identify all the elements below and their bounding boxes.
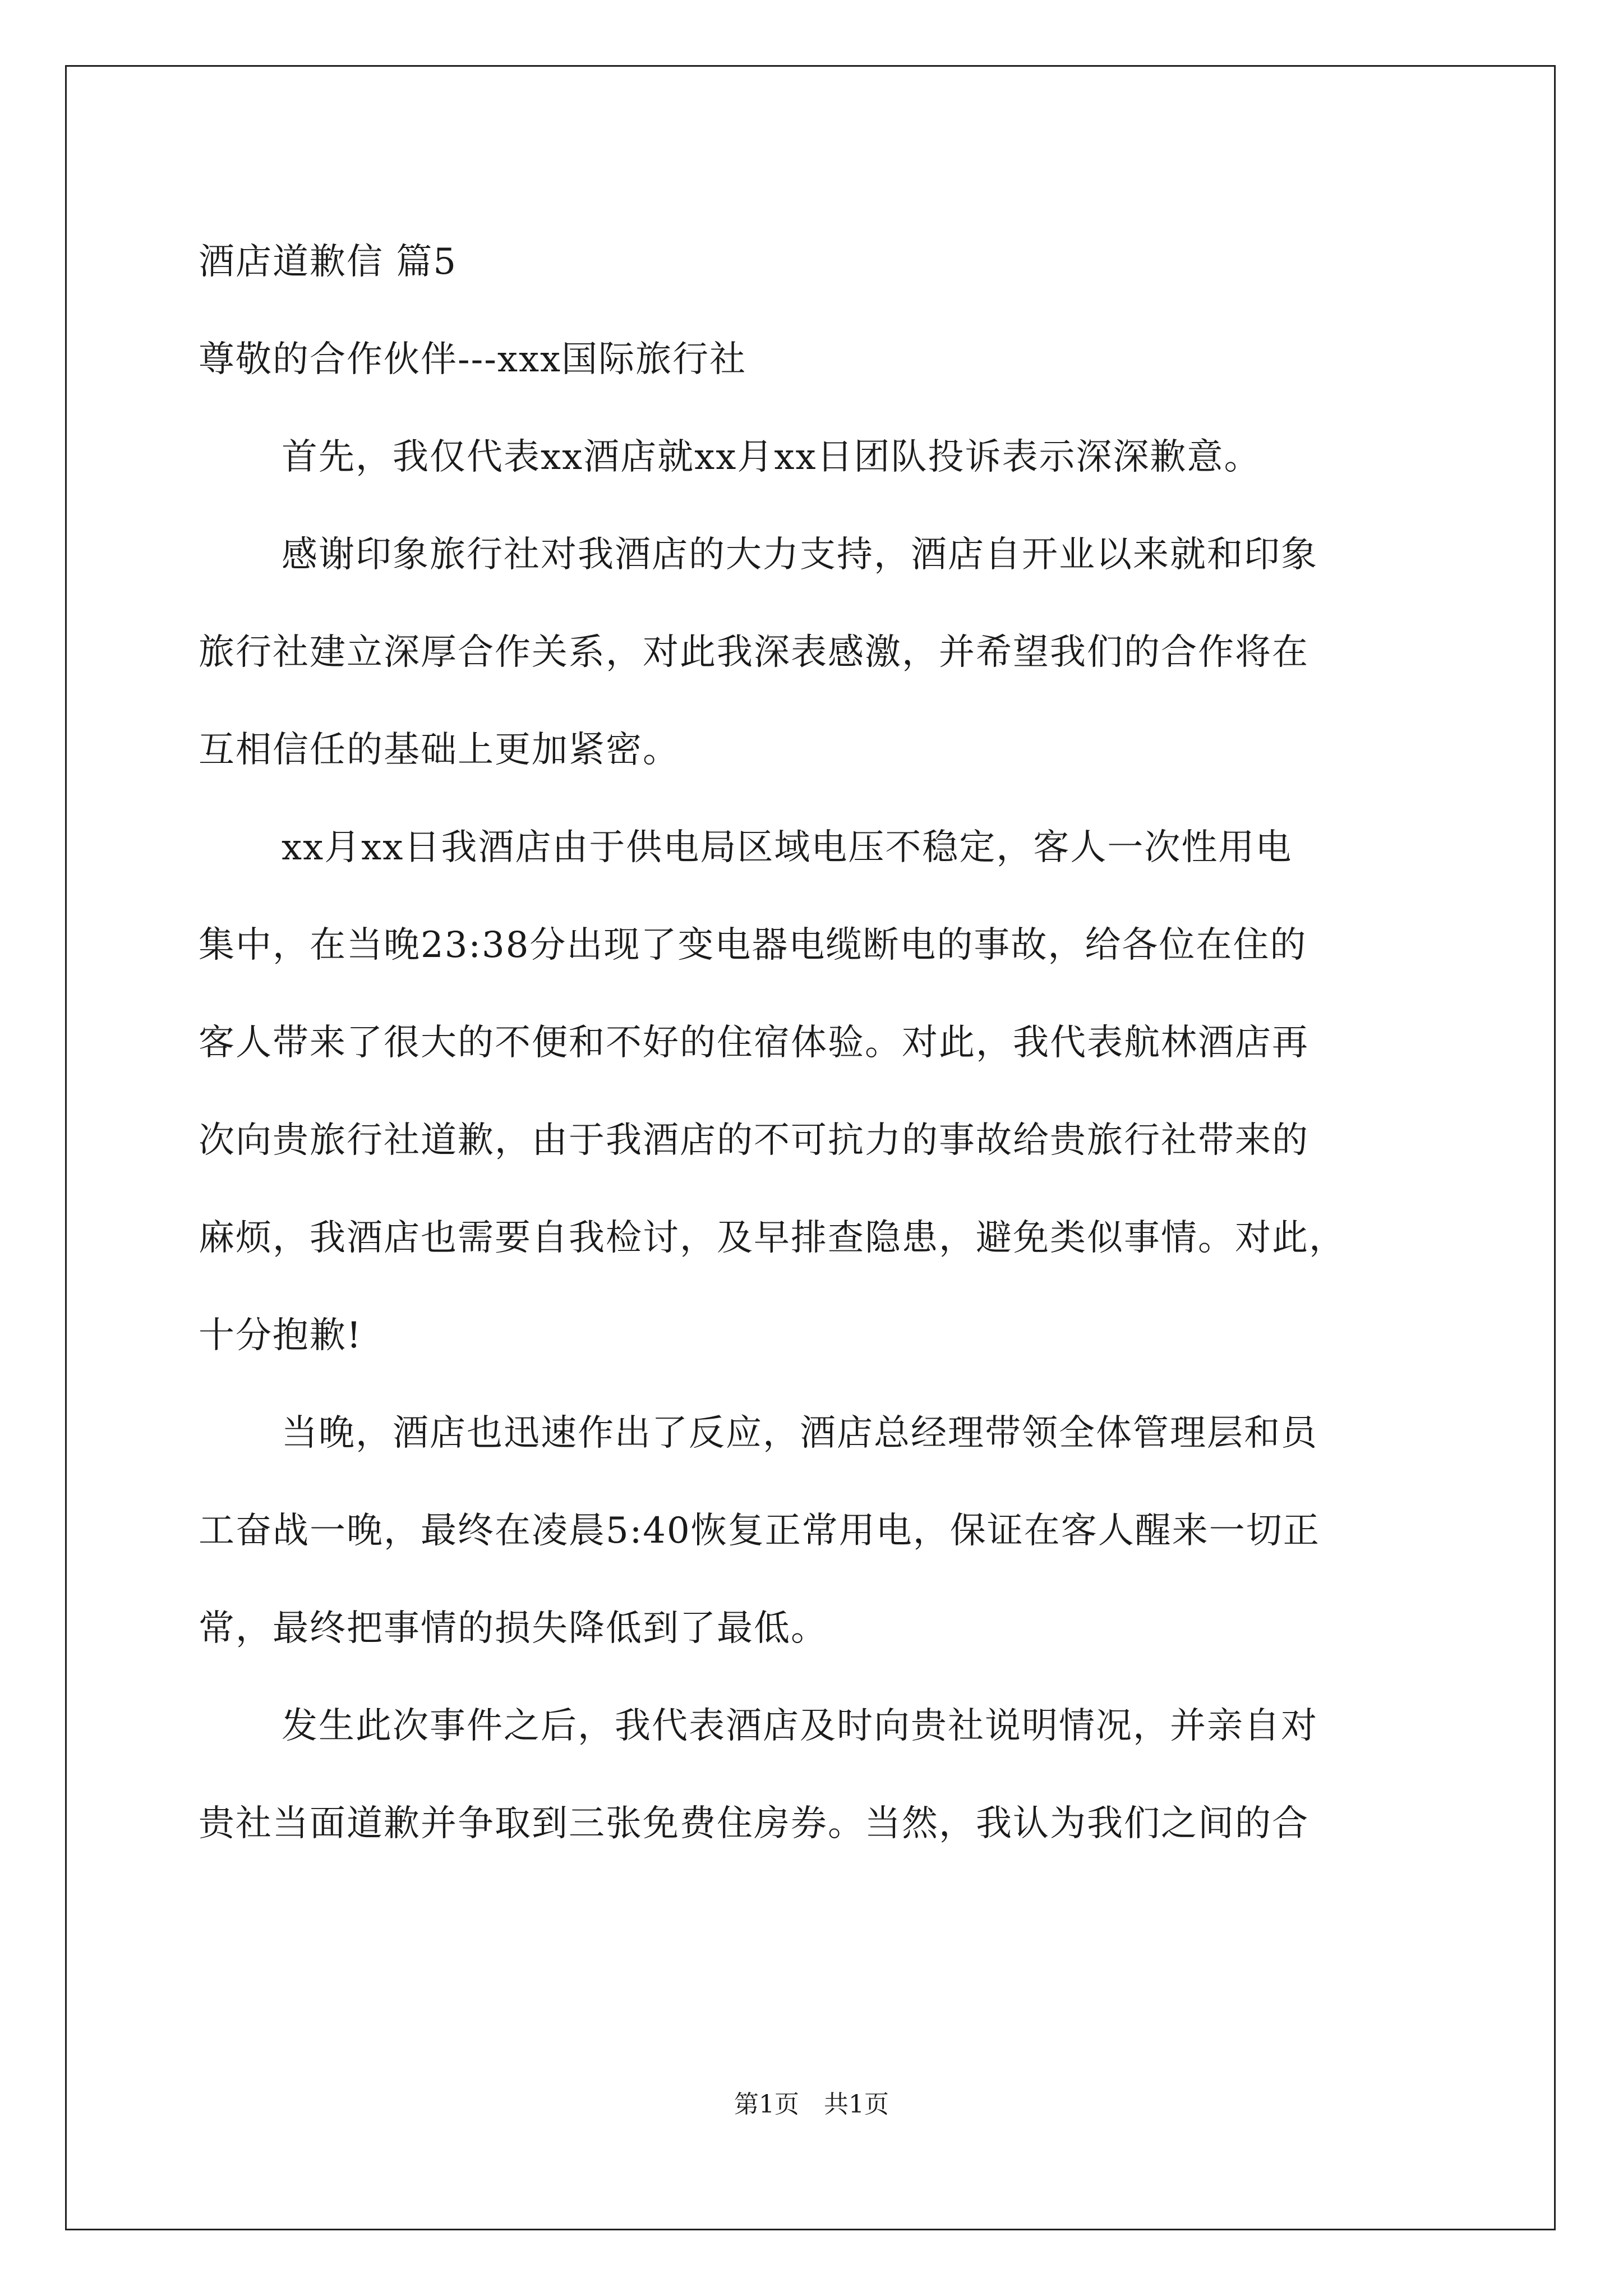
paragraph-line: 次向贵旅行社道歉，由于我酒店的不可抗力的事故给贵旅行社带来的 bbox=[199, 1120, 1309, 1161]
paragraph-line: 集中，在当晚23:38分出现了变电器电缆断电的事故，给各位在住的 bbox=[199, 924, 1307, 966]
paragraph-line: 工奋战一晚，最终在凌晨5:40恢复正常用电，保证在客人醒来一切正 bbox=[199, 1510, 1320, 1552]
paragraph-line: 当晚，酒店也迅速作出了反应，酒店总经理带领全体管理层和员 bbox=[282, 1412, 1318, 1454]
paragraph-line: 旅行社建立深厚合作关系，对此我深表感激，并希望我们的合作将在 bbox=[199, 632, 1309, 673]
letter-title: 酒店道歉信 篇5 bbox=[199, 241, 458, 283]
paragraph-line: 贵社当面道歉并争取到三张免费住房券。当然，我认为我们之间的合 bbox=[199, 1803, 1309, 1844]
letter-body bbox=[199, 213, 1432, 1872]
paragraph-line: 麻烦，我酒店也需要自我检讨，及早排查隐患，避免类似事情。对此， bbox=[199, 1217, 1346, 1259]
paragraph-line: 感谢印象旅行社对我酒店的大力支持，酒店自开业以来就和印象 bbox=[282, 534, 1318, 576]
paragraph-line: 十分抱歉! bbox=[199, 1315, 362, 1356]
paragraph-line: 互相信任的基础上更加紧密。 bbox=[199, 729, 680, 771]
paragraph-line: 客人带来了很大的不便和不好的住宿体验。对此，我代表航林酒店再 bbox=[199, 1022, 1309, 1064]
paragraph-line: 首先，我仅代表xx酒店就xx月xx日团队投诉表示深深歉意。 bbox=[282, 436, 1261, 478]
paragraph-line: 常，最终把事情的损失降低到了最低。 bbox=[199, 1608, 828, 1649]
page-number-footer: 第1页 共1页 bbox=[734, 2090, 889, 2119]
salutation: 尊敬的合作伙伴---xxx国际旅行社 bbox=[199, 339, 747, 380]
paragraph-line: 发生此次事件之后，我代表酒店及时向贵社说明情况，并亲自对 bbox=[282, 1705, 1318, 1747]
paragraph-line: xx月xx日我酒店由于供电局区域电压不稳定，客人一次性用电 bbox=[282, 827, 1293, 868]
